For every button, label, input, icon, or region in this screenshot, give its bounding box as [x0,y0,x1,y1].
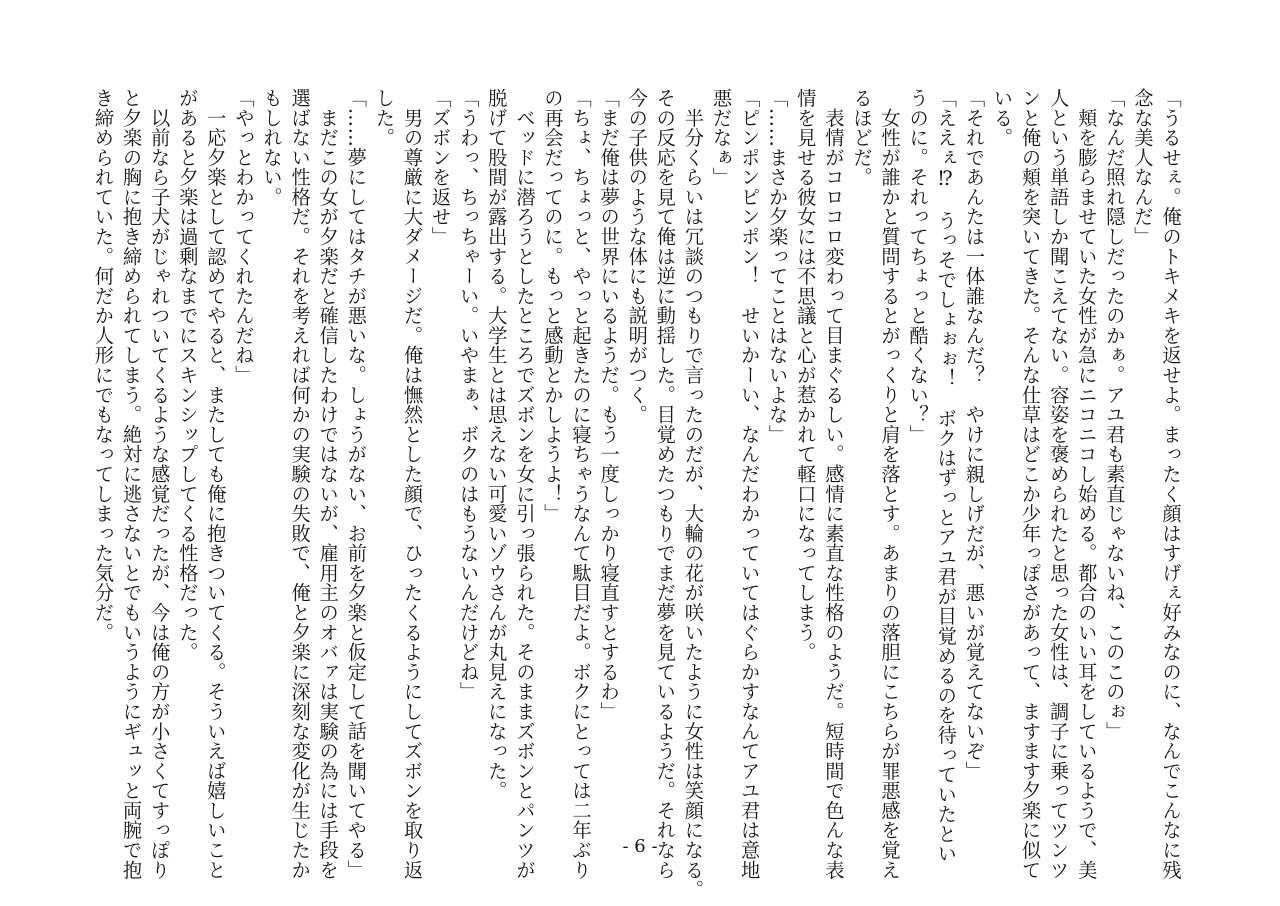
text-line: るほどだ。 [849,88,873,187]
text-line: 悪だなぁ」 [709,88,733,187]
text-line: 表情がコロコロ変わって目まぐるしい。感情に素直な性格のようだ。短時間で色んな表 [821,88,845,880]
text-line: き締められていた。何だか人形にでもなってしまった気分だ。 [91,88,115,643]
text-line: まだこの女が夕楽だと確信したわけではないが、雇用主のオバァは実験の為には手段を [316,88,340,880]
text-line: 人という単語しか聞こえてない。容姿を褒められたと思った女性は、調子に乗ってツンツ [1046,88,1070,880]
text-line: 「……まさか夕楽ってことはないよな」 [765,88,789,445]
text-line: 「それであんたは一体誰なんだ？ やけに親しげだが、悪いが覚えてないぞ」 [962,88,986,781]
text-line: 「……夢にしてはタチが悪いな。しょうがない、お前を夕楽と仮定して話を聞いてやる」 [344,88,368,880]
text-line: 一応夕楽として認めてやると、またしても俺に抱きついてくる。そういえば嬉しいこと [203,88,227,880]
text-line: 「うるせぇ。俺のトキメキを返せよ。まったく顔はすげぇ好みなのに、なんでこんなに残 [1159,88,1182,880]
text-line: 「ええぇ⁉ うっそでしょぉぉ！ ボクはずっとアユ君が目覚めるのを待っていたとい [934,88,958,864]
text-line: 今の子供のような体にも説明がつく。 [625,88,649,425]
text-line: いる。 [990,88,1014,148]
text-line: もしれない。 [260,88,283,207]
text-line: 頬を膨らませていた女性が急にニコニコし始める。都合のいい耳をしているようで、美 [1074,88,1098,880]
vertical-text-body [91,88,1184,900]
text-line: の再会だってのに。もっと感動とかしようよ！」 [540,88,564,524]
text-line: 脱げて股間が露出する。大学生とは思えない可愛いゾウさんが丸見えになった。 [484,88,508,801]
text-line: 念な美人なんだ」 [1130,88,1154,247]
text-line: 「ちょ、ちょっと、やっと起きたのに寝ちゃうなんて駄目だよ。ボクにとっては二年ぶり [569,88,593,880]
text-line: ンと俺の頬を突いてきた。そんな仕草はどこか少年っぽさがあって、ますます夕楽に似て [1018,88,1042,880]
text-line: 選ばない性格だ。それを考えれば何かの実験の失敗で、俺と夕楽に深刻な変化が生じたか [288,88,312,880]
text-line: 「やっとわかってくれたんだね」 [231,88,255,385]
text-line: 「まだ俺は夢の世界にいるようだ。もう一度しっかり寝直すとするわ」 [597,88,621,722]
text-line: ベッドに潜ろうとしたところでズボンを女に引っ張られた。そのままズボンとパンツが [512,88,536,880]
text-line: 女性が誰かと質問するとがっくりと肩を落とす。あまりの落胆にこちらが罪悪感を覚え [878,88,902,880]
page-number: - 6 - [622,836,658,857]
text-line: 男の尊厳に大ダメージだ。俺は憮然とした顔で、ひったくるようにしてズボンを取り返 [400,88,424,880]
text-line: 以前なら子犬がじゃれついてくるような感覚だったが、今は俺の方が小さくてすっぽり [147,88,171,880]
text-line: と夕楽の胸に抱き締められてしまう。絶対に逃さないとでもいうようにギュッと両腕で抱 [119,88,143,880]
text-line: があると夕楽は過剰なまでにスキンシップしてくる性格だった。 [175,88,199,662]
text-line: した。 [372,88,396,148]
text-line: 半分くらいは冗談のつもりで言ったのだが、大輪の花が咲いたように女性は笑顔になる。 [681,88,705,900]
text-line: その反応を見て俺は逆に動揺した。目覚めたつもりでまだ夢を見ているようだ。それなら [653,88,677,880]
text-line: うのに。それってちょっと酷くない？」 [906,88,930,445]
text-line: 情を見せる彼女には不思議と心が惹かれて軽口になってしまう。 [793,88,817,662]
text-line: 「うわっ、ちっちゃーい。いやまぁ、ボクのはもうないんだけどね」 [456,88,480,702]
text-line: 「なんだ照れ隠しだったのかぁ。アユ君も素直じゃないね、このこのぉ」 [1102,88,1126,742]
text-line: 「ズボンを返せ」 [428,88,452,247]
text-line: 「ピンポンピンポン！ せいかーい、なんだわかっていてはぐらかすなんてアユ君は意地 [737,88,761,880]
